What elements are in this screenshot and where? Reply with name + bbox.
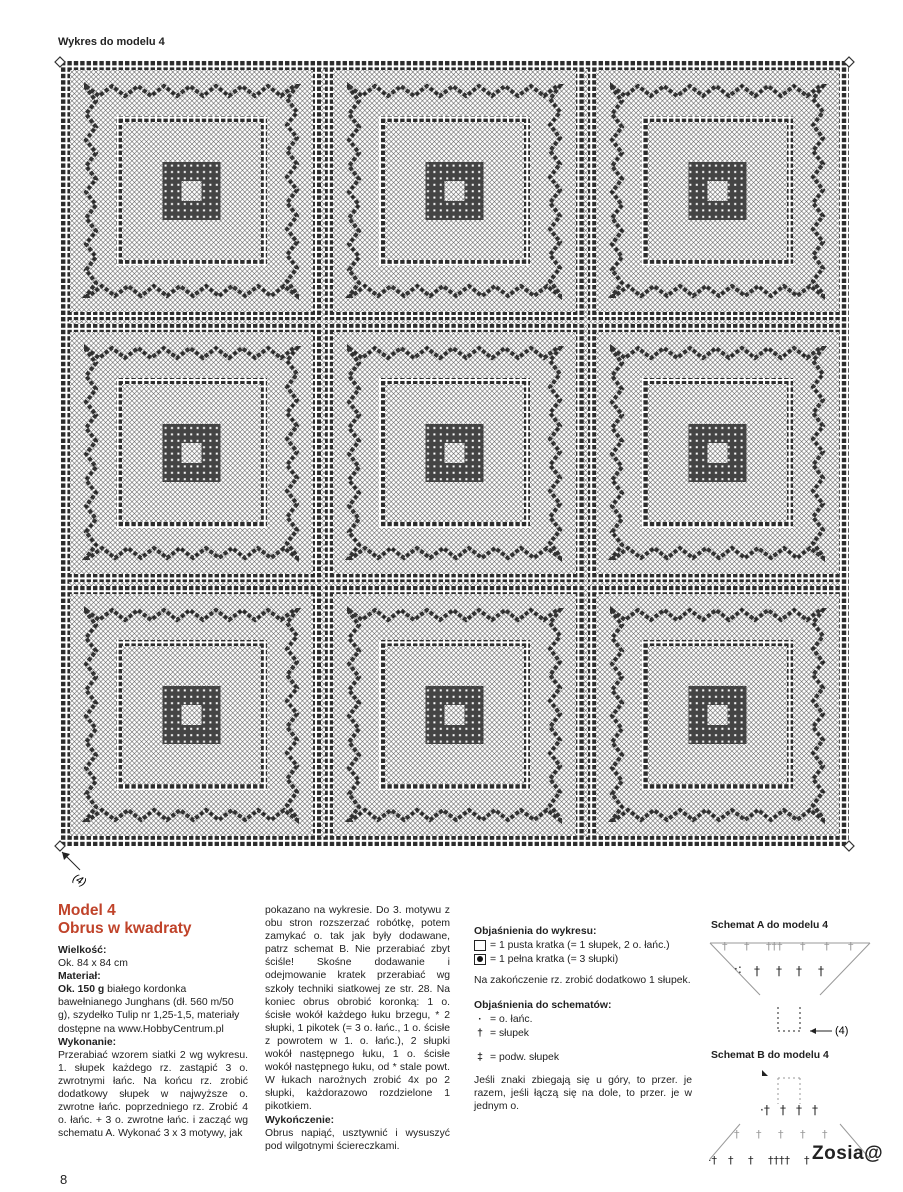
motif-1-1-center-hole [182, 181, 202, 201]
schemat-a-title: Schemat A do modelu 4 [711, 920, 829, 931]
svg-text:†: † [822, 1128, 828, 1141]
schemat-b-title: Schemat B do modelu 4 [711, 1050, 829, 1061]
motif-1-2-ring-right [524, 116, 530, 266]
motif-3-3-band-bottom [588, 836, 847, 844]
material-heading: Materiał: [58, 971, 101, 983]
size-heading: Wielkość: [58, 945, 107, 956]
motif-grid [60, 60, 849, 846]
svg-text:†††: ††† [766, 940, 783, 953]
sym-chain-label: = o. łańc. [490, 1013, 533, 1025]
motif-1-2-band-right [576, 62, 584, 320]
motif-1-2-band-left [325, 62, 333, 320]
motif-1-2-ring-top [379, 116, 530, 122]
motif-2-2-center-hole [445, 443, 465, 463]
motif-2-1-band-right [313, 324, 321, 582]
svg-text:††††: †††† [768, 1154, 790, 1167]
svg-text:†: † [812, 1103, 818, 1117]
motif-2-3-band-right [839, 324, 847, 582]
motif-2-3-band-bottom [588, 574, 847, 582]
motif-2-1-band-bottom [62, 574, 321, 582]
legend-heading: Objaśnienia do wykresu: [474, 926, 597, 937]
svg-text:†: † [734, 1128, 740, 1141]
motif-2-1-band-top [62, 324, 321, 332]
page-number: 8 [60, 1172, 68, 1187]
motif-1-1-ring-right [261, 116, 267, 266]
svg-text:†: † [728, 1154, 734, 1167]
signature: Zosia@ [812, 1143, 884, 1164]
motif-3-1-ring-top [116, 640, 267, 646]
motif-1-2-ring-left [379, 116, 385, 266]
motif-1-1-ring-top [116, 116, 267, 122]
motif-3-3-ring-top [642, 640, 793, 646]
motif-2-1-ring-right [261, 378, 267, 528]
svg-text:†: † [748, 1154, 754, 1167]
motif-1-3-band-bottom [588, 312, 847, 320]
motif-3-3-band-top [588, 586, 847, 594]
motif-2-1-center-hole [182, 443, 202, 463]
final-note: Jeśli znaki zbiegają się u góry, to przer. je razem, jeśli łączą się na dole, to przer. je w jednym o. [474, 1075, 692, 1113]
svg-text:†: † [780, 1103, 786, 1117]
work-heading: Wykonanie: [58, 1036, 117, 1048]
motif-2-2-ring-right [524, 378, 530, 528]
sym-chain [474, 1012, 692, 1026]
motif-2-1-ring-top [116, 378, 267, 384]
motif-1-1-band-right [313, 62, 321, 320]
motif-1-3-ring-bottom [642, 260, 793, 266]
svg-text:·:: ·: [734, 962, 742, 976]
finish-text: Obrus napiąć, usztywnić i wysuszyć pod wilgotnymi ściereczkami. [265, 1127, 450, 1152]
motif-1-2-band-bottom [325, 312, 584, 320]
work-text: Przerabiać wzorem siatki 2 wg wykresu. 1. słupek każdego rz. zastąpić 3 o. zwrotnymi łańc. Na końcu rz. zrobić dodatkowy słupek w najwyższe o. zwrotne łańc. poprzedniego rz. Zrobić 4 o. łańc. + 3 o. zwrotne łańc. i zacząć wg schematu A. Wykonać 3 x 3 motywy, jak [58, 1049, 248, 1140]
legend-empty [474, 938, 692, 952]
row-end-note: Na zakończenie rz. zrobić dodatkowo 1 słupek. [474, 975, 691, 987]
motif-3-2-band-right [576, 586, 584, 844]
start-arrow [62, 852, 80, 870]
svg-text:†: † [800, 1128, 806, 1141]
svg-text:†: † [804, 1154, 810, 1167]
svg-text:†: † [756, 1128, 762, 1141]
schem-heading: Objaśnienia do schematów: [474, 1000, 612, 1012]
motif-3-2-ring-left [379, 640, 385, 790]
motif-2-3-ring-bottom [642, 522, 793, 528]
motif-3-2-band-top [325, 586, 584, 594]
svg-text:†: † [722, 940, 728, 953]
motif-3-2-center-hole [445, 705, 465, 725]
motif-1-3-band-top [588, 62, 847, 70]
empty-square-icon [474, 940, 486, 951]
motif-2-3-ring-right [787, 378, 793, 528]
motif-3-1-band-top [62, 586, 321, 594]
legend-full-label: = 1 pełna kratka (= 3 słupki) [490, 953, 619, 965]
motif-3-1-band-left [62, 586, 70, 844]
motif-2-2-band-left [325, 324, 333, 582]
motif-2-2-band-right [576, 324, 584, 582]
chain-dot-icon: · [478, 1013, 482, 1025]
motif-3-1-ring-right [261, 640, 267, 790]
motif-1-1-band-left [62, 62, 70, 320]
motif-2-3-center-hole [708, 443, 728, 463]
motif-3-1-ring-bottom [116, 784, 267, 790]
motif-1-3-band-left [588, 62, 596, 320]
motif-2-3-ring-left [642, 378, 648, 528]
motif-3-3-ring-left [642, 640, 648, 790]
svg-text:†: † [754, 964, 760, 978]
motif-1-3-center-hole [708, 181, 728, 201]
model-name: Obrus w kwadraty [58, 920, 192, 937]
motif-3-1-center-hole [182, 705, 202, 725]
svg-text:·†: ·† [708, 1154, 717, 1167]
motif-2-2-ring-bottom [379, 522, 530, 528]
motif-3-3-center-hole [708, 705, 728, 725]
svg-text:†: † [778, 1128, 784, 1141]
svg-text:†: † [824, 940, 830, 953]
motif-3-1-ring-left [116, 640, 122, 790]
svg-text:†: † [800, 940, 806, 953]
sym-dc-label: = słupek [490, 1027, 529, 1039]
motif-3-1-band-bottom [62, 836, 321, 844]
motif-2-3-band-top [588, 324, 847, 332]
size-value: Ok. 84 x 84 cm [58, 958, 128, 970]
motif-2-1-ring-bottom [116, 522, 267, 528]
motif-3-2-ring-top [379, 640, 530, 646]
motif-1-3-band-right [839, 62, 847, 320]
svg-text:†: † [776, 964, 782, 978]
motif-1-1-band-top [62, 62, 321, 70]
motif-1-1-band-bottom [62, 312, 321, 320]
legend-empty-label: = 1 pusta kratka (= 1 słupek, 2 o. łańc.) [490, 939, 670, 951]
motif-1-1-ring-bottom [116, 260, 267, 266]
material-desc: białego kordonka bawełnianego Junghans (dł. 560 m/50 g), szydełko Tulip nr 1,25-1,5, materiały dostępne na www.HobbyCentrum.pl [58, 984, 240, 1035]
motif-1-2-ring-bottom [379, 260, 530, 266]
motif-3-2-band-bottom [325, 836, 584, 844]
motif-3-2-band-left [325, 586, 333, 844]
schemat-a-mark: (4) [835, 1025, 849, 1037]
svg-text:·†: ·† [760, 1103, 770, 1117]
finish-heading: Wykończenie: [265, 1114, 335, 1126]
legend-full [474, 952, 692, 966]
svg-text:†: † [796, 964, 802, 978]
motif-2-1-band-left [62, 324, 70, 582]
start-mark: (4) [70, 872, 89, 889]
motif-1-3-ring-left [642, 116, 648, 266]
work-text-cont: pokazano na wykresie. Do 3. motywu z obu stron rozszerzać robótkę, potem zamykać o. tak jak były dodawane, patrz schemat B. Nie przerabiać zbyt ściśle! Skośne dodawanie i odejmowanie kratek przerabiać wg szkoły techniki siatkowej ze str. 28. Na koniec obrus obrobić koronką: 1 o. ścisłe wokół każdego łuku brzegu, * 2 słupki, 1 pikotek (= 3 o. łańc., 1 o. ścisłe z powrotem w 1. o. łańc.), 2 słupki wokół następnego łuku, 1 o. ścisłe wokół następnego łuku, od * stale powt. W łukach narożnych zrobić 4x po 2 słupki, każdorazowo rozdzielone 1 pikotkiem. [265, 905, 450, 1113]
svg-text:†: † [848, 940, 854, 953]
column-3 [474, 925, 692, 1114]
motif-2-2-ring-top [379, 378, 530, 384]
svg-text:†: † [818, 964, 824, 978]
motif-2-3-ring-top [642, 378, 793, 384]
svg-text:†: † [796, 1103, 802, 1117]
motif-1-3-ring-top [642, 116, 793, 122]
motif-3-3-ring-right [787, 640, 793, 790]
motif-1-2-center-hole [445, 181, 465, 201]
motif-2-1-ring-left [116, 378, 122, 528]
sym-tr [474, 1050, 692, 1064]
column-1 [58, 902, 248, 1140]
material-text [58, 983, 248, 1035]
filled-square-icon [474, 954, 486, 965]
motif-1-3-ring-right [787, 116, 793, 266]
sym-dc [474, 1026, 692, 1040]
motif-1-1-ring-left [116, 116, 122, 266]
svg-text:†: † [744, 940, 750, 953]
schemat-a-diagram [700, 935, 880, 1045]
motif-3-2-ring-right [524, 640, 530, 790]
motif-3-3-band-right [839, 586, 847, 844]
column-2 [265, 904, 450, 1153]
material-amount: Ok. 150 g [58, 984, 105, 996]
motif-1-2-band-top [325, 62, 584, 70]
motif-3-2-ring-bottom [379, 784, 530, 790]
sym-tr-label: = podw. słupek [490, 1051, 560, 1063]
motif-3-1-band-right [313, 586, 321, 844]
motif-2-3-band-left [588, 324, 596, 582]
motif-3-3-ring-bottom [642, 784, 793, 790]
double-crochet-icon: † [477, 1027, 483, 1039]
motif-3-3-band-left [588, 586, 596, 844]
chart-title: Wykres do modelu 4 [58, 36, 165, 48]
model-number: Model 4 [58, 902, 116, 919]
motif-2-2-ring-left [379, 378, 385, 528]
motif-2-2-band-top [325, 324, 584, 332]
motif-2-2-band-bottom [325, 574, 584, 582]
treble-crochet-icon: ‡ [477, 1051, 483, 1063]
